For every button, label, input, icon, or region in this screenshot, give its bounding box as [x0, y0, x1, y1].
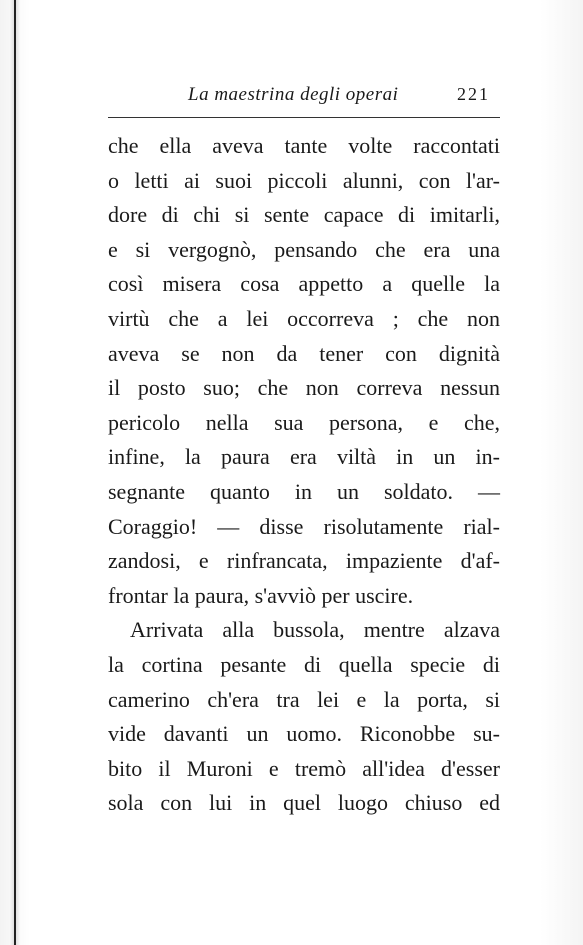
text-line: che ella aveva tante volte raccontati: [108, 133, 500, 158]
page-number: 221: [457, 84, 490, 104]
text-line: dore di chi si sente capace di imitarli,: [108, 202, 500, 228]
text-line: e si vergognò, pensando che era una: [108, 236, 500, 262]
text-line: bito il Muroni e tremò all'idea d'esser: [108, 755, 500, 781]
text-line: aveva se non da tener con dignità: [108, 340, 500, 366]
text-line: infine, la paura era viltà in un in-: [108, 444, 500, 470]
running-head-title: La maestrina degli operai: [188, 84, 399, 105]
text-line: Coraggio! — disse risolutamente rial-: [108, 513, 500, 539]
text-line: vide davanti un uomo. Riconobbe su-: [108, 721, 500, 747]
text-line: così misera cosa appetto a quelle la: [108, 271, 500, 297]
paragraph-end-line: frontar la paura, s'avviò per uscire.: [108, 582, 414, 608]
text-line: il posto suo; che non correva nessun: [108, 375, 500, 401]
text-line: segnante quanto in un soldato. —: [108, 478, 500, 504]
text-line: camerino ch'era tra lei e la porta, si: [108, 686, 500, 712]
text-line: la cortina pesante di quella specie di: [108, 651, 500, 677]
text-line: virtù che a lei occorreva ; che non: [108, 305, 500, 331]
text-line: pericolo nella sua persona, e che,: [108, 409, 500, 435]
binding-edge-line: [14, 0, 16, 945]
body-text: [108, 129, 500, 821]
running-head: [108, 84, 496, 108]
header-rule: [108, 117, 500, 118]
paragraph-start-line: Arrivata alla bussola, mentre alzava: [130, 617, 500, 643]
text-line: sola con lui in quel luogo chiuso ed: [108, 790, 500, 816]
text-line: o letti ai suoi piccoli alunni, con l'ar-: [108, 167, 500, 193]
text-line: zandosi, e rinfrancata, impaziente d'af-: [108, 548, 500, 574]
